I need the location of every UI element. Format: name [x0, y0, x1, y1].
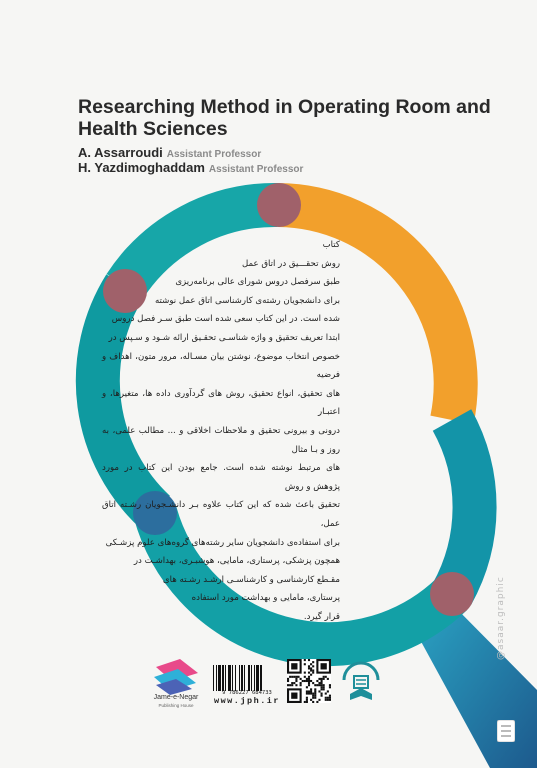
qr-module	[306, 690, 308, 692]
barcode-bar	[248, 665, 250, 691]
qr-module	[325, 693, 327, 695]
qr-module	[308, 680, 310, 682]
qr-module	[308, 693, 310, 695]
qr-module	[323, 688, 325, 690]
qr-module	[310, 674, 312, 676]
qr-module	[310, 663, 312, 665]
qr-module	[297, 676, 299, 678]
qr-module	[312, 693, 314, 695]
qr-module	[304, 659, 306, 661]
qr-module	[291, 693, 297, 699]
qr-module	[312, 669, 314, 671]
qr-module	[300, 684, 302, 686]
qr-module	[295, 678, 297, 680]
qr-module	[310, 693, 312, 695]
barcode-bar	[239, 665, 240, 691]
qr-module	[325, 697, 327, 699]
qr-module	[312, 701, 314, 703]
qr-module	[316, 680, 318, 682]
qr-module	[310, 688, 312, 690]
qr-module	[291, 684, 293, 686]
qr-module	[293, 682, 295, 684]
barcode-bar	[218, 665, 221, 691]
qr-module	[316, 684, 318, 686]
qr-module	[304, 701, 306, 703]
qr-module	[327, 699, 329, 701]
qr-module	[308, 682, 310, 684]
qr-module	[291, 676, 293, 678]
barcode-bar	[222, 665, 224, 691]
qr-module	[323, 676, 325, 678]
qr-module	[308, 676, 310, 678]
qr-module	[306, 697, 308, 699]
qr-module	[323, 684, 325, 686]
qr-module	[300, 678, 302, 680]
ring-dot-top	[257, 183, 301, 227]
qr-module	[306, 680, 308, 682]
qr-module	[316, 701, 318, 703]
qr-module	[329, 684, 331, 686]
qr-module	[321, 686, 323, 688]
qr-module	[318, 678, 320, 680]
qr-module	[314, 684, 316, 686]
qr-module	[323, 678, 325, 680]
book-title: Researching Method in Operating Room and Health Sciences	[78, 96, 491, 140]
barcode-bar	[213, 665, 214, 691]
qr-module	[323, 686, 325, 688]
qr-module	[312, 697, 314, 699]
qr-module	[314, 690, 316, 692]
qr-module	[306, 686, 308, 688]
qr-module	[287, 680, 289, 682]
qr-module	[312, 665, 314, 667]
publisher-subtitle: Publishing House	[158, 703, 194, 708]
qr-module	[304, 663, 306, 665]
author-1-name: A. Assarroudi	[78, 145, 163, 160]
author-1-role: Assistant Professor	[166, 149, 262, 160]
qr-module	[329, 686, 331, 688]
qr-module	[306, 701, 308, 703]
qr-module	[314, 688, 316, 690]
qr-module	[314, 693, 316, 695]
barcode-bar	[256, 665, 259, 691]
qr-module	[321, 682, 323, 684]
qr-module	[306, 693, 308, 695]
qr-module	[304, 672, 306, 674]
qr-module	[287, 684, 289, 686]
qr-module	[308, 690, 310, 692]
qr-module	[308, 672, 310, 674]
barcode-bar	[251, 665, 252, 691]
qr-module	[287, 678, 289, 680]
qr-module	[329, 695, 331, 697]
qr-module	[308, 684, 310, 686]
qr-module	[289, 684, 291, 686]
qr-module	[321, 678, 323, 680]
qr-module	[308, 678, 310, 680]
qr-code-icon	[287, 659, 331, 703]
qr-module	[318, 682, 320, 684]
qr-module	[314, 697, 316, 699]
qr-module	[295, 680, 297, 682]
barcode-bar	[260, 665, 262, 691]
designer-watermark: @asaar.graphic	[496, 576, 506, 660]
barcode-bar	[235, 665, 236, 691]
barcode-bar	[225, 665, 226, 691]
qr-module	[312, 682, 314, 684]
qr-module	[321, 663, 327, 669]
qr-module	[321, 695, 323, 697]
qr-module	[310, 699, 312, 701]
qr-module	[308, 659, 310, 661]
qr-module	[321, 684, 323, 686]
qr-module	[325, 676, 327, 678]
barcode-bar	[244, 665, 245, 691]
barcode-bar	[232, 665, 233, 691]
ring-dot-bottom-right	[430, 572, 474, 616]
qr-module	[306, 699, 308, 701]
qr-module	[327, 697, 329, 699]
qr-module	[291, 663, 297, 669]
publisher-website: www.jph.ir	[213, 696, 280, 706]
qr-module	[321, 693, 323, 695]
qr-module	[310, 690, 312, 692]
isbn-number: 9 786227 684733	[222, 690, 272, 696]
qr-module	[308, 665, 310, 667]
qr-module	[304, 680, 306, 682]
qr-module	[312, 672, 314, 674]
qr-module	[310, 669, 312, 671]
qr-module	[291, 682, 293, 684]
qr-module	[314, 695, 316, 697]
designer-badge-icon	[497, 720, 515, 742]
qr-module	[321, 688, 323, 690]
qr-module	[308, 667, 310, 669]
qr-module	[295, 684, 297, 686]
author-2	[78, 160, 303, 175]
qr-module	[310, 667, 312, 669]
author-1	[78, 145, 261, 160]
qr-module	[306, 678, 308, 680]
qr-module	[329, 699, 331, 701]
qr-module	[300, 682, 302, 684]
qr-module	[318, 699, 320, 701]
qr-module	[327, 678, 329, 680]
qr-module	[304, 676, 306, 678]
qr-module	[302, 680, 304, 682]
barcode-bar	[228, 665, 231, 691]
university-emblem-icon	[340, 660, 382, 704]
barcode-bar	[241, 665, 243, 691]
barcode-bar	[216, 665, 217, 691]
qr-module	[310, 680, 312, 682]
publisher-name: Jame-e-Negar	[153, 694, 199, 701]
qr-module	[312, 661, 314, 663]
qr-module	[325, 699, 327, 701]
qr-module	[327, 690, 329, 692]
qr-module	[293, 676, 295, 678]
qr-module	[329, 697, 331, 699]
qr-module	[295, 676, 297, 678]
qr-module	[321, 680, 323, 682]
qr-module	[289, 676, 291, 678]
qr-module	[318, 684, 320, 686]
book-synopsis: کتاب روش تحقـــیق در اتاق عمل طبق سرفصل دروس شورای عالی برنامه‌ریزی برای دانشجویان رشته‌ی کارشناسی اتاق عمل نوشته شده است. در این کتاب سعی شده است طبق سـر فصل دروس ابتدا تعریف تحقیق و واژه شناسـی تحقـیق ارائه شـود و سـپس در خصوص انتخاب موضوع، نوشتن بیان مسـاله، مرور متون، اهداف و فرضیه های تحقیق، انواع تحقیق، روش های گردآوری داده ها، متغیرها، و اعتبـار درونی و بیرونی تحقیق و ملاحظات اخلاقی و ... مطالب علمی، به روز و بـا مثال های مرتبط نوشته شده است. جامع بودن این کتاب در مورد پژوهش و روش تحقیق باعث شده که این کتاب علاوه بـر دانشـجویان رشـته اتاق عمل، برای استفاده‌ی دانشجویان سایر رشته‌های گروه‌های علوم پزشـکی همچون پزشکی، پرستاری، مامایی، هوشبـری، بهداشـت در مقـطع کارشناسی و کارشناسـی ارشـد رشـته های پرستاری، مامایی و بهداشت مورد استفاده قرار گیرد.	[102, 240, 340, 622]
barcode-bar	[254, 665, 255, 691]
author-2-role: Assistant Professor	[208, 164, 304, 175]
ring-arc-teal-right	[452, 420, 475, 594]
author-2-name: H. Yazdimoghaddam	[78, 160, 205, 175]
qr-module	[312, 695, 314, 697]
qr-module	[318, 690, 320, 692]
